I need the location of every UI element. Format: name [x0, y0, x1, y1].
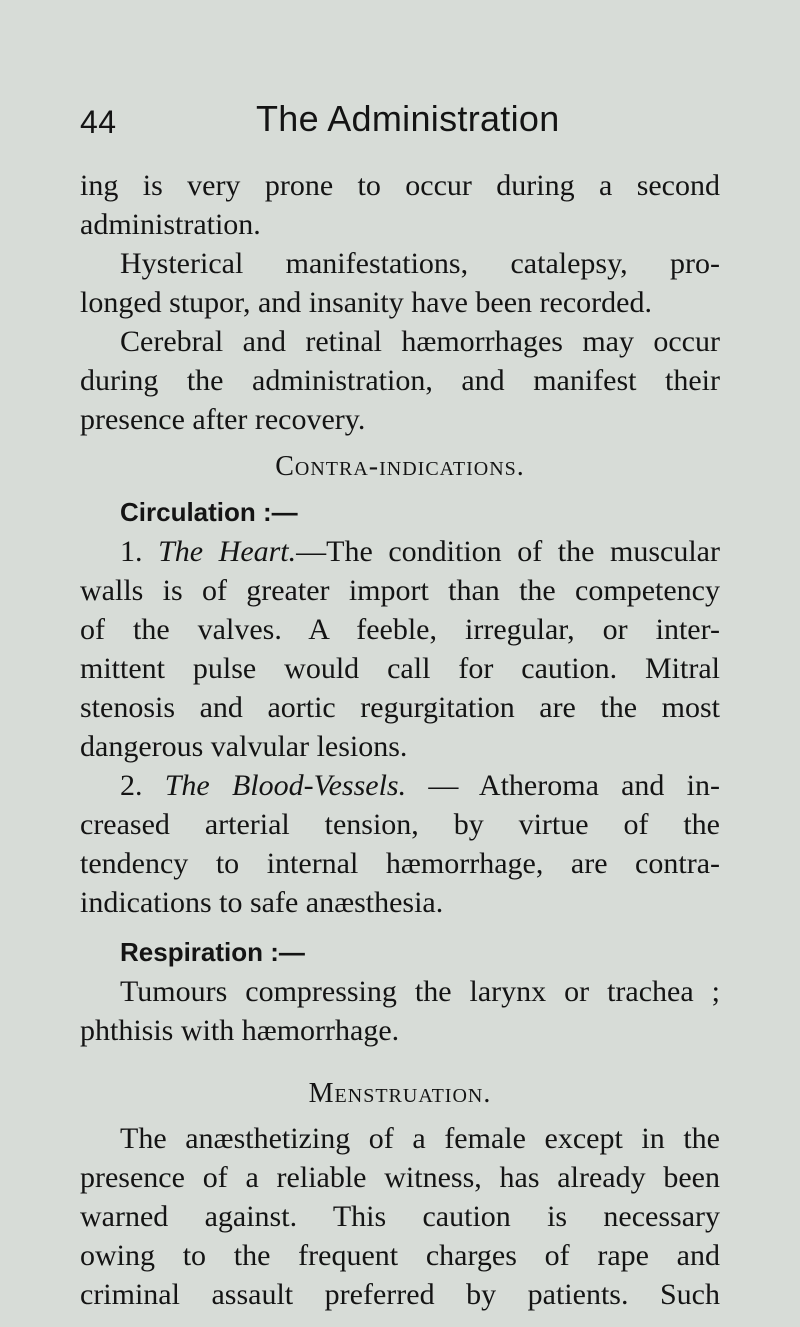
text-line: during the administration, and manifest their — [80, 364, 720, 397]
text-line: creased arterial tension, by virtue of the — [80, 808, 720, 841]
text-line: administration. — [80, 208, 261, 241]
text-line: stenosis and aortic regurgitation are the most — [80, 691, 720, 724]
spacer — [80, 922, 720, 932]
text-line: Cerebral and retinal hæmorrhages may occur — [120, 325, 720, 358]
item-text: — Atheroma and in- — [406, 769, 720, 802]
page-body — [80, 166, 720, 1314]
section-heading-menstruation: Menstruation. — [308, 1078, 492, 1109]
text-line: The anæsthetizing of a female except in the — [120, 1122, 720, 1155]
text-line: presence after recovery. — [80, 403, 366, 436]
text-line: indications to safe anæsthesia. — [80, 886, 444, 919]
text-line: tendency to internal hæmorrhage, are contra- — [80, 847, 720, 880]
page-header — [80, 98, 720, 148]
subheading-circulation: Circulation :— — [120, 497, 298, 527]
item-number: 2. — [120, 769, 143, 802]
spacer — [80, 1050, 720, 1066]
section-heading-contra-indications: Contra-indications. — [275, 451, 525, 482]
text-line: criminal assault preferred by patients. Such — [80, 1278, 720, 1311]
text-line: warned against. This caution is necessary — [80, 1200, 720, 1233]
item-title: The Blood-Vessels. — [164, 769, 407, 802]
text-line: of the valves. A feeble, irregular, or inter- — [80, 613, 720, 646]
text-line: dangerous valvular lesions. — [80, 730, 408, 763]
text-line: Tumours compressing the larynx or trachea ; — [120, 975, 720, 1008]
item-title: The Heart. — [158, 535, 297, 568]
item-number: 1. — [120, 535, 143, 568]
text-line: owing to the frequent charges of rape and — [80, 1239, 720, 1272]
text-line: mittent pulse would call for caution. Mitral — [80, 652, 720, 685]
text-line: phthisis with hæmorrhage. — [80, 1014, 400, 1047]
running-head: The Administration — [256, 98, 560, 139]
subheading-respiration: Respiration :— — [120, 937, 305, 967]
text-line: ing is very prone to occur during a second — [80, 169, 720, 202]
page-number: 44 — [80, 104, 117, 140]
list-item-heart — [80, 532, 720, 571]
text-line: longed stupor, and insanity have been recorded. — [80, 286, 652, 319]
item-text: —The condition of the muscular — [296, 535, 720, 568]
text-line: presence of a reliable witness, has already been — [80, 1161, 720, 1194]
text-line: walls is of greater import than the competency — [80, 574, 720, 607]
list-item-blood-vessels — [80, 766, 720, 805]
text-line: Hysterical manifestations, catalepsy, pro- — [120, 247, 720, 280]
